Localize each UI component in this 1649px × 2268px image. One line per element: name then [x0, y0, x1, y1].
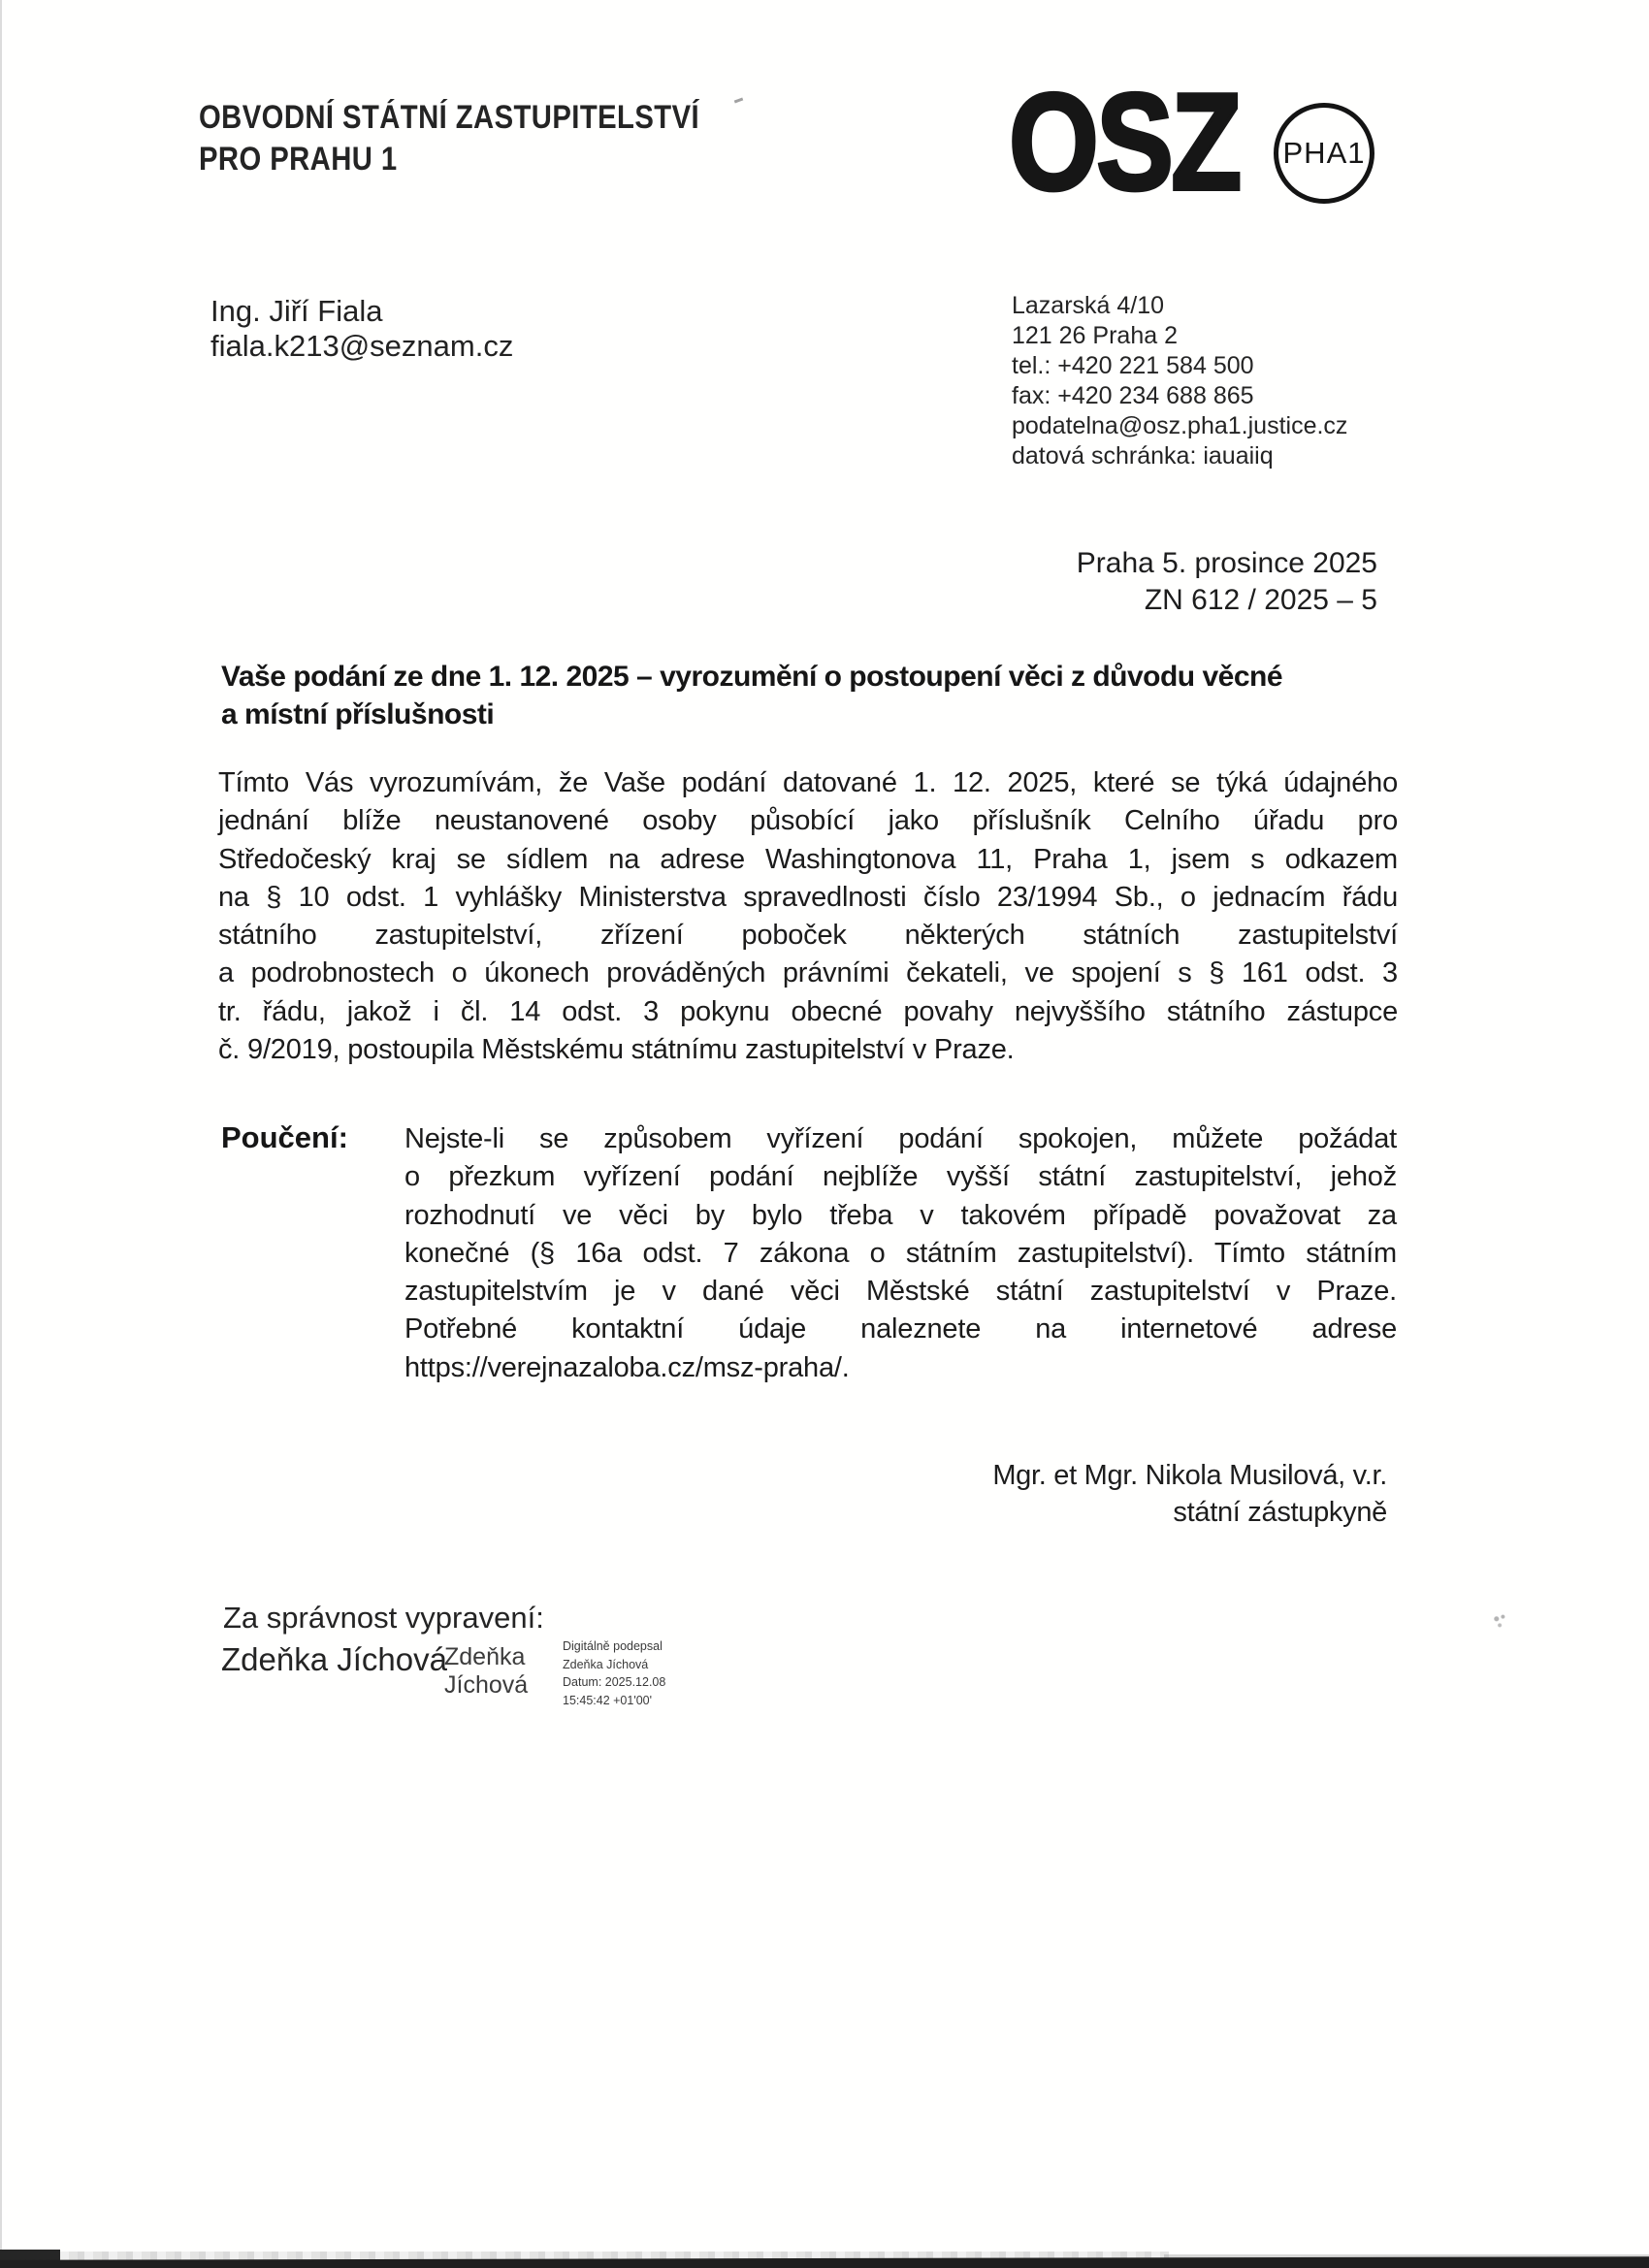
prosecutor-name: Mgr. et Mgr. Nikola Musilová, v.r. — [992, 1460, 1387, 1491]
subject-line2: a místní příslušnosti — [221, 698, 495, 730]
letterhead-office-line2: PRO PRAHU 1 — [199, 141, 398, 178]
body-line: Středočeský kraj se sídlem na adrese Washingtonova 11, Praha 1, jsem s odkazem — [218, 843, 1398, 875]
place-and-date: Praha 5. prosince 2025 — [1076, 547, 1377, 579]
digital-signature-note-line: Zdeňka Jíchová — [563, 1657, 649, 1671]
reference-number: ZN 612 / 2025 – 5 — [1144, 584, 1377, 616]
dispatch-clerk-name: Zdeňka Jíchová — [221, 1641, 447, 1677]
dispatch-label: Za správnost vypravení: — [223, 1601, 544, 1635]
poucene-line: Potřebné kontaktní údaje naleznete na internetové adrese — [404, 1313, 1397, 1345]
body-line: Tímto Vás vyrozumívám, že Vaše podání datované 1. 12. 2025, které se týká údajného — [218, 767, 1398, 798]
contact-email: podatelna@osz.pha1.justice.cz — [1012, 412, 1348, 439]
body-line: jednání blíže neustanovené osoby působící jako příslušník Celního úřadu pro — [218, 805, 1398, 837]
recipient-block — [210, 294, 513, 364]
poucene-line: konečné (§ 16a odst. 7 zákona o státním zastupitelství). Tímto státním — [404, 1237, 1397, 1269]
contact-city: 121 26 Praha 2 — [1012, 322, 1178, 349]
digital-signature-signer: Zdeňka Jíchová — [444, 1643, 529, 1699]
poucene-url-line: https://verejnazaloba.cz/msz-praha/. — [404, 1351, 850, 1383]
dateline-block — [873, 545, 1377, 619]
digital-signature-note — [563, 1637, 728, 1709]
prosecutor-title: státní zástupkyně — [1173, 1497, 1387, 1528]
signature-block — [873, 1457, 1387, 1531]
osz-logo — [1009, 65, 1283, 219]
scan-speckle — [734, 98, 743, 104]
body-line: č. 9/2019, postoupila Městskému státnímu zastupitelství v Praze. — [218, 1034, 1015, 1066]
recipient-name: Ing. Jiří Fiala — [210, 294, 383, 328]
digital-signature-note-line: Digitálně podepsal — [563, 1639, 663, 1653]
body-paragraph — [218, 764, 1398, 1069]
digital-signature-note-line: 15:45:42 +01'00' — [563, 1693, 653, 1707]
osz-logo-badge-pha1: PHA1 — [1274, 103, 1374, 204]
body-line: na § 10 odst. 1 vyhlášky Ministerstva spravedlnosti číslo 23/1994 Sb., o jednacím řádu — [218, 881, 1398, 913]
contact-street: Lazarská 4/10 — [1012, 292, 1165, 319]
body-line: státního zastupitelství, zřízení poboček některých státních zastupitelství — [218, 920, 1398, 952]
contact-databox: datová schránka: iauaiiq — [1012, 442, 1274, 470]
letterhead — [199, 97, 699, 180]
scan-left-edge-artifact — [0, 0, 2, 2268]
letterhead-office-line1: OBVODNÍ STÁTNÍ ZASTUPITELSTVÍ — [199, 99, 700, 136]
poucene-line: o přezkum vyřízení podání nejblíže vyšší státní zastupitelství, jehož — [404, 1161, 1397, 1193]
osz-logo-text: OSZ — [1009, 65, 1240, 219]
scan-speckle — [1488, 1610, 1509, 1632]
office-contact-block — [1012, 291, 1347, 471]
poucene-line: rozhodnutí ve věci by bylo třeba v takovém případě považovat za — [404, 1199, 1397, 1231]
contact-phone: tel.: +420 221 584 500 — [1012, 352, 1254, 379]
poucene-paragraph — [404, 1120, 1397, 1387]
digital-signature-note-line: Datum: 2025.12.08 — [563, 1675, 666, 1689]
contact-fax: fax: +420 234 688 865 — [1012, 382, 1254, 409]
body-line: tr. řádu, jakož i čl. 14 odst. 3 pokynu obecné povahy nejvyššího státního zástupce — [218, 995, 1398, 1027]
poucene-label: Poučení: — [221, 1120, 348, 1154]
poucene-line: Nejste-li se způsobem vyřízení podání spokojen, můžete požádat — [404, 1123, 1397, 1154]
recipient-email: fiala.k213@seznam.cz — [210, 329, 514, 363]
subject-block — [221, 658, 1282, 733]
subject-line1: Vaše podání ze dne 1. 12. 2025 – vyrozumění o postoupení věci z důvodu věcné — [221, 661, 1283, 693]
poucene-line: zastupitelstvím je v dané věci Městské státní zastupitelství v Praze. — [404, 1276, 1397, 1308]
body-line: a podrobnostech o úkonech prováděných právními čekateli, ve spojení s § 161 odst. 3 — [218, 957, 1398, 989]
